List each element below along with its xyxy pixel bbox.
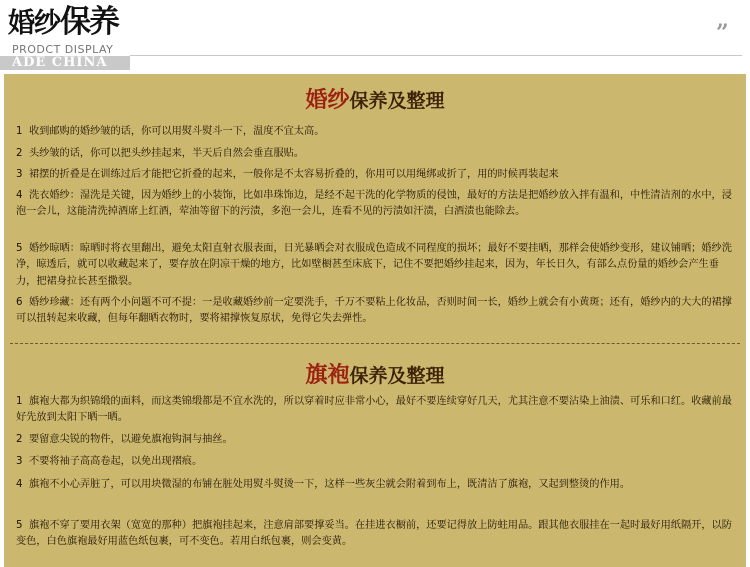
header-title (8, 2, 118, 47)
wedding-item-5 (16, 241, 734, 290)
quote-mark-icon: ” (716, 20, 729, 46)
wedding-item-4 (16, 188, 734, 221)
item-text: 旗袍不穿了要用衣架（宽宽的那种）把旗袍挂起来，注意肩部要撑妥当。在挂进衣橱前，还要记得放上防蛀用品。跟其他衣服挂在一起时最好用纸隔开，以防变色，白色旗袍最好用蓝色纸包裹，可不变色。若用白纸包裹，则会变黄。 (16, 520, 732, 548)
section-divider (10, 343, 740, 344)
wedding-title-rest: 保养及整理 (349, 90, 445, 112)
qipao-section-title (4, 361, 746, 391)
item-text: 要留意尖锐的物件，以避免旗袍钩洞与抽丝。 (29, 434, 233, 445)
item-number: 3 (16, 169, 23, 180)
qipao-item-4 (16, 477, 734, 493)
qipao-item-2 (16, 432, 734, 448)
item-number: 3 (16, 456, 23, 467)
item-number: 2 (16, 148, 23, 159)
wedding-item-2 (16, 146, 734, 162)
item-number: 1 (16, 396, 23, 407)
header-subtitle: PRODCT DISPLAY (12, 43, 114, 56)
item-text: 不要将袖子高高卷起，以免出现褶痕。 (29, 456, 203, 467)
item-text: 头纱皱的话，你可以把头纱挂起来，半天后自然会垂直服贴。 (29, 148, 305, 159)
item-number: 5 (16, 243, 23, 254)
item-number: 5 (16, 520, 23, 531)
page-header (0, 0, 750, 70)
item-text: 裙摆的折叠是在训练过后才能把它折叠的起来，一般你是不太容易折叠的，你用可以用绳绑或折了，用的时候再装起来 (29, 169, 559, 180)
header-rule (130, 55, 742, 56)
qipao-item-1 (16, 394, 734, 427)
qipao-item-5 (16, 518, 734, 551)
item-text: 旗袍大都为织锦缎的面料，而这类锦缎都是不宜水洗的，所以穿着时应非常小心，最好不要连续穿好几天，尤其注意不要沾染上油渍、可乐和口红。收藏前最好先放到太阳下晒一晒。 (16, 396, 732, 424)
qipao-section (4, 361, 746, 391)
header-title-part2: 保养 (60, 4, 118, 40)
item-text: 婚纱晾晒：晾晒时将衣里翻出，避免太阳直射衣服表面，日光暴晒会对衣服成色造成不同程度的损坏；最好不要挂晒，那样会使婚纱变形，建议铺晒；婚纱洗净，晾透后，就可以收藏起来了，要存放在阴凉干燥的地方，比如壁橱甚至床底下，记住不要把婚纱挂起来，因为，年长日久，有部么点份量的婚纱会产生垂力，把裙身拉长甚至撒裂。 (16, 243, 732, 287)
wedding-item-6 (16, 295, 734, 328)
qipao-title-highlight: 旗袍 (305, 362, 350, 388)
wedding-section-title (4, 86, 746, 116)
qipao-title-rest: 保养及整理 (349, 365, 445, 387)
item-number: 2 (16, 434, 23, 445)
header-title-part1: 婚纱 (8, 8, 60, 39)
wedding-item-3 (16, 167, 734, 183)
item-number: 4 (16, 479, 23, 490)
item-text: 洗衣婚纱：湿洗是关键，因为婚纱上的小装饰，比如串珠饰边，是经不起干洗的化学物质的侵蚀，最好的方法是把婚纱放入拌有温和，中性清洁剂的水中，浸泡一会儿，这能清洗掉酒席上红酒，荤油等留下的污渍，多泡一会儿，连看不见的污渍如汗渍，白酒渍也能除去。 (16, 190, 732, 218)
header-band-text: ADE CHINA (12, 55, 108, 70)
item-text: 婚纱珍藏：还有两个小问题不可不提：一是收藏婚纱前一定要洗手，千万不要粘上化妆品，否则时间一长，婚纱上就会有小黄斑；还有，婚纱内的大大的裙撑可以扭转起来收藏，但每年翻晒衣物时，要将裙撑恢复原状，免得它失去弹性。 (16, 297, 732, 325)
item-number: 1 (16, 126, 23, 137)
wedding-title-highlight: 婚纱 (305, 87, 350, 113)
content-panel (4, 74, 746, 567)
item-number: 4 (16, 190, 23, 201)
wedding-item-1 (16, 124, 734, 140)
qipao-item-3 (16, 454, 734, 470)
wedding-section (4, 86, 746, 116)
item-text: 收到邮购的婚纱皱的话，你可以用熨斗熨斗一下，温度不宜太高。 (29, 126, 325, 137)
item-number: 6 (16, 297, 23, 308)
item-text: 旗袍不小心弄脏了，可以用块微湿的布铺在脏处用熨斗熨烫一下，这样一些灰尘就会附着到布上，既清洁了旗袍，又起到整烫的作用。 (29, 479, 631, 490)
